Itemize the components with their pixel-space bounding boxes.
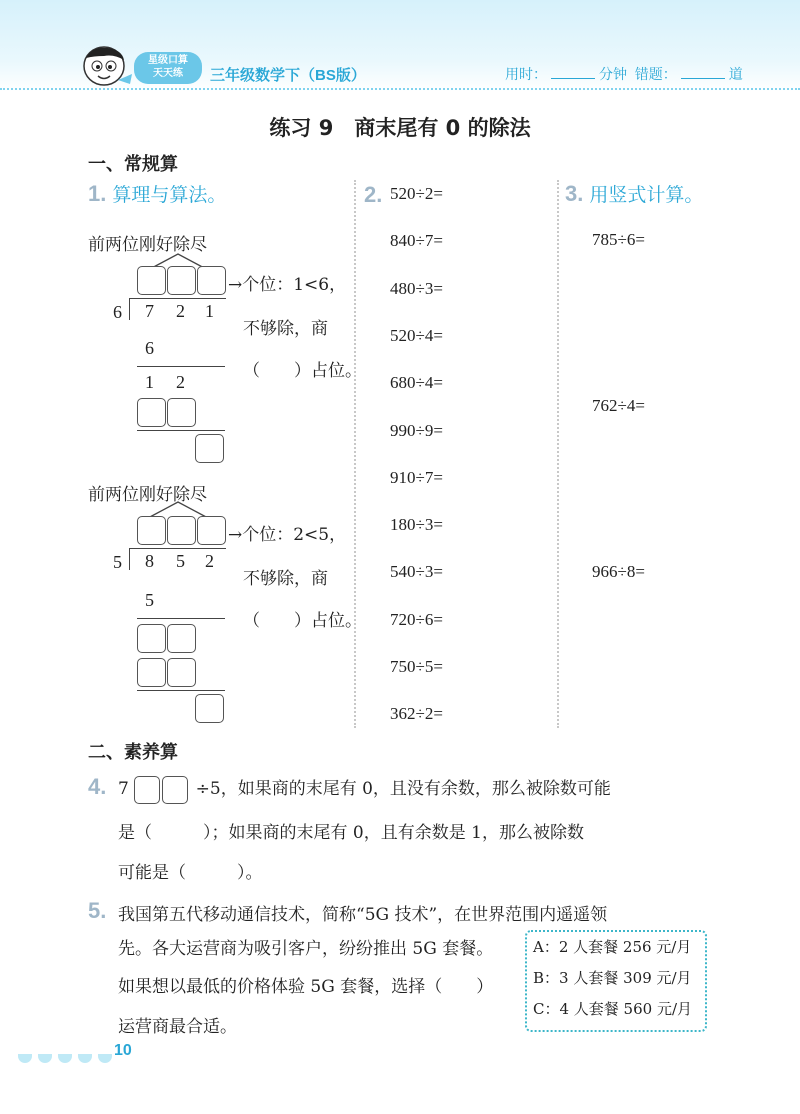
q2-equation: 910÷7=: [390, 467, 443, 487]
q1-block1-note1: →个位：1<6，: [228, 275, 347, 295]
q4-line2: 是（ ）；如果商的末尾有 0，且有余数是 1，那么被除数: [118, 823, 584, 843]
q1-block1-note3: （ ）占位。: [243, 361, 362, 381]
book-title: 三年级数学下（BS版）: [210, 67, 366, 84]
subtraction-line: [137, 690, 225, 691]
answer-box[interactable]: [197, 516, 226, 545]
divisor: 6: [113, 302, 122, 322]
answer-box[interactable]: [167, 398, 196, 427]
q3-item: 966÷8=: [592, 562, 645, 581]
errors-blank[interactable]: [681, 66, 725, 79]
dividend-digit: 1: [205, 301, 214, 321]
division-bracket-top: [130, 548, 226, 549]
dividend-digit: 2: [176, 301, 185, 321]
answer-box[interactable]: [137, 658, 166, 687]
q4-line1: 7 ÷5，如果商的末尾有 0，且没有余数，那么被除数可能: [118, 774, 611, 804]
dividend-digit: 7: [145, 301, 154, 321]
package-option: B：3 人套餐 309 元/月: [533, 969, 692, 987]
package-options-box: [525, 930, 707, 1032]
subtraction-line: [137, 618, 225, 619]
q4-number: 4.: [88, 774, 107, 799]
answer-box[interactable]: [137, 516, 166, 545]
answer-box[interactable]: [167, 266, 196, 295]
q2-equation: 840÷7=: [390, 231, 443, 251]
timing-fields: 用时： 分钟 错题： 道: [505, 66, 743, 82]
answer-box[interactable]: [167, 624, 196, 653]
q1-heading: 1. 算理与算法。: [88, 181, 227, 206]
q2-equation: 362÷2=: [390, 704, 443, 724]
remainder-digit: 1: [145, 372, 154, 392]
q1-block1-caption: 前两位刚好除尽: [88, 235, 207, 255]
digit-box[interactable]: [134, 776, 160, 804]
q2-number: 2.: [364, 182, 383, 207]
q2-equation: 720÷6=: [390, 609, 443, 629]
column-divider-2: [557, 180, 559, 728]
division-bracket-side: [129, 298, 130, 320]
divisor: 5: [113, 552, 122, 572]
q2-equation: 480÷3=: [390, 278, 443, 298]
q1-block1-note2: 不够除，商: [243, 319, 328, 339]
package-option: A：2 人套餐 256 元/月: [533, 938, 692, 956]
answer-box[interactable]: [167, 658, 196, 687]
page-number: 10: [114, 1042, 132, 1059]
answer-box[interactable]: [137, 398, 166, 427]
section2-heading: 二、素养算: [88, 742, 178, 763]
q1-block2-note1: →个位：2<5，: [228, 525, 347, 545]
answer-box[interactable]: [197, 266, 226, 295]
q2-equation: 540÷3=: [390, 562, 443, 582]
subtraction-line: [137, 430, 225, 431]
column-divider-1: [354, 180, 356, 728]
q1-block2-note3: （ ）占位。: [243, 611, 362, 631]
answer-box[interactable]: [137, 266, 166, 295]
dividend-digit: 8: [145, 551, 154, 571]
footer-decoration: [18, 1048, 118, 1067]
product-digit: 6: [145, 338, 154, 358]
product-digit: 5: [145, 590, 154, 610]
q5-line3: 如果想以最低的价格体验 5G 套餐，选择（ ）: [118, 977, 494, 997]
q2-equation: 680÷4=: [390, 373, 443, 393]
q1-block2-note2: 不够除，商: [243, 569, 328, 589]
q2-equation: 520÷2=: [390, 184, 443, 203]
series-logo: 星级口算 天天练: [134, 52, 202, 84]
division-bracket-side: [129, 548, 130, 570]
q3-item: 762÷4=: [592, 396, 645, 415]
division-bracket-top: [130, 298, 226, 299]
answer-box[interactable]: [195, 694, 224, 723]
answer-box[interactable]: [167, 516, 196, 545]
dividend-digit: 5: [176, 551, 185, 571]
package-option: C：4 人套餐 560 元/月: [533, 1000, 693, 1018]
q3-item: 785÷6=: [592, 230, 645, 249]
q5-line1: 我国第五代移动通信技术，简称“5G 技术”，在世界范围内遥遥领: [118, 905, 608, 925]
q3-heading: 3. 用竖式计算。: [565, 181, 704, 206]
page-title: 练习 9 商末尾有 0 的除法: [269, 116, 531, 140]
section1-heading: 一、常规算: [88, 154, 178, 175]
q5-number: 5.: [88, 898, 107, 923]
digit-box[interactable]: [162, 776, 188, 804]
q1-block2-caption: 前两位刚好除尽: [88, 485, 207, 505]
answer-box[interactable]: [137, 624, 166, 653]
q5-line4: 运营商最合适。: [118, 1017, 237, 1037]
subtraction-line: [137, 366, 225, 367]
q4-line3: 可能是（ ）。: [118, 863, 263, 883]
remainder-digit: 2: [176, 372, 185, 392]
q5-line2: 先。各大运营商为吸引客户，纷纷推出 5G 套餐。: [118, 939, 494, 959]
q2-equation: 180÷3=: [390, 515, 443, 535]
q2-equation: 990÷9=: [390, 420, 443, 440]
cartoon-mascot-icon: [78, 44, 136, 90]
q2-equation: 750÷5=: [390, 657, 443, 676]
dividend-digit: 2: [205, 551, 214, 571]
time-blank[interactable]: [551, 66, 595, 79]
q2-equation: 520÷4=: [390, 325, 443, 345]
answer-box[interactable]: [195, 434, 224, 463]
